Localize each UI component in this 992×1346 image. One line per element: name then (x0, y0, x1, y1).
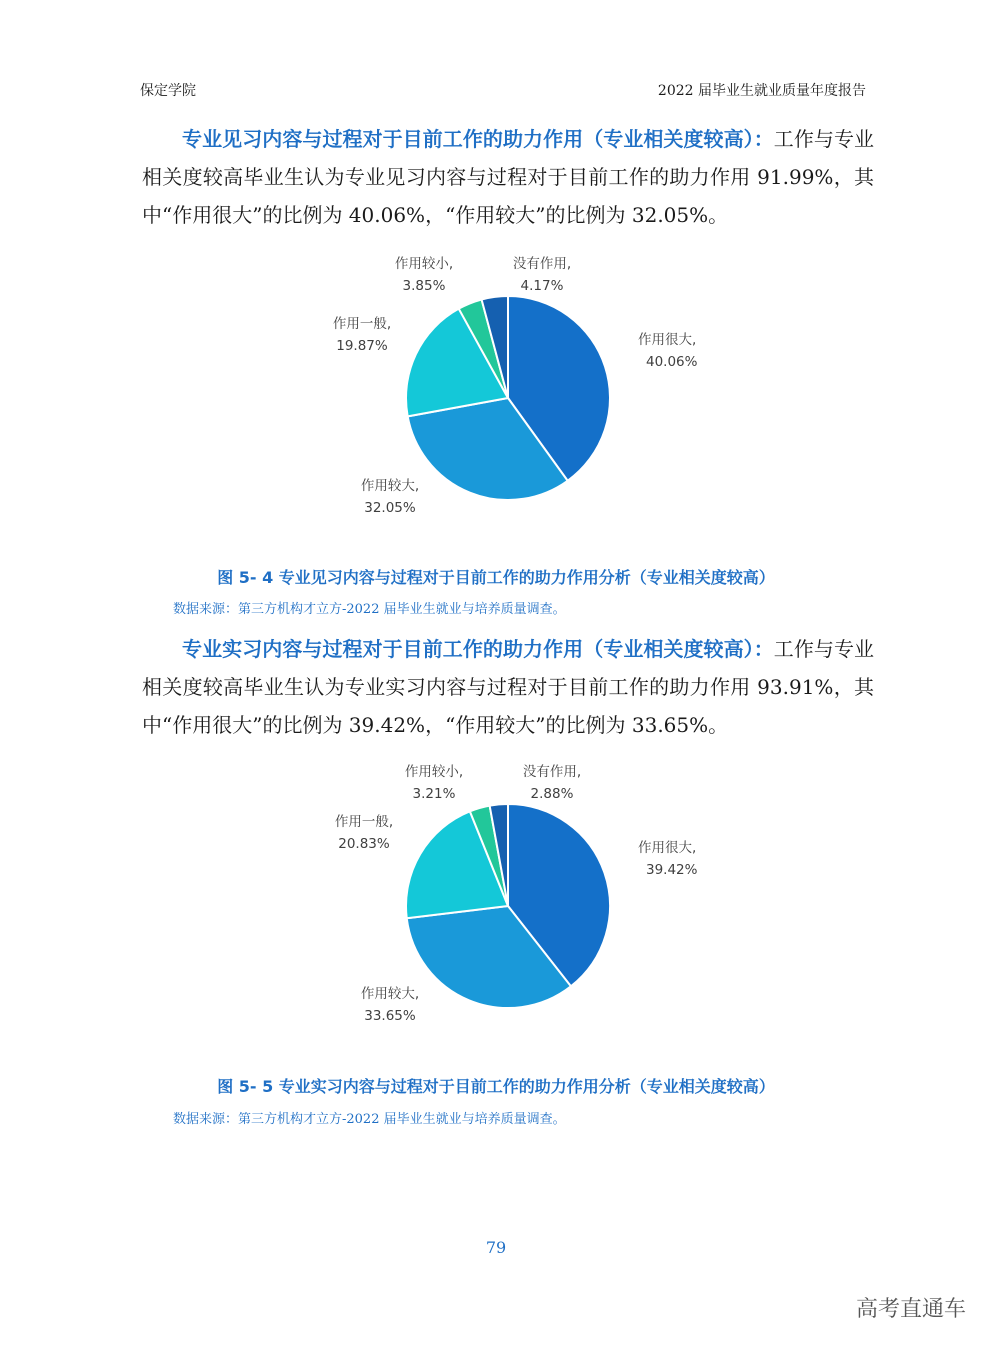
slice-value-small: 3.21% (412, 786, 456, 802)
figure-caption-1: 图 5- 4 专业见习内容与过程对于目前工作的助力作用分析（专业相关度较高） (217, 568, 775, 587)
slice-label-small: 作用较小, (394, 256, 454, 272)
slice-label-average: 作用一般, (332, 316, 392, 332)
data-source-1: 数据来源：第三方机构才立方-2022 届毕业生就业与培养质量调查。 (173, 602, 566, 617)
paragraph-lead: 专业见习内容与过程对于目前工作的助力作用（专业相关度较高）： (182, 127, 774, 151)
slice-label-very-large: 作用很大, (638, 840, 697, 856)
slice-label-none: 没有作用, (512, 256, 572, 272)
paragraph-internship-visit (142, 120, 874, 234)
slice-value-large: 33.65% (364, 1008, 416, 1024)
figure-caption-2: 图 5- 5 专业实习内容与过程对于目前工作的助力作用分析（专业相关度较高） (217, 1077, 775, 1096)
slice-value-none: 4.17% (520, 278, 564, 294)
pie-chart-2 (300, 760, 720, 1050)
header-school-name: 保定学院 (140, 83, 196, 99)
slice-label-large: 作用较大, (360, 986, 420, 1002)
header-report-title: 2022 届毕业生就业质量年度报告 (657, 83, 866, 99)
slice-value-average: 20.83% (338, 836, 390, 852)
paragraph-lead: 专业实习内容与过程对于目前工作的助力作用（专业相关度较高）： (182, 637, 774, 661)
paragraph-body: 工作与专业相关度较高毕业生认为专业见习内容与过程对于目前工作的助力作用 91.99%，其中“作用很大”的比例为 40.06%，“作用较大”的比例为 32.05%。 (142, 127, 875, 227)
watermark: 高考直通车 (855, 1297, 966, 1322)
pie-chart-1 (300, 252, 720, 542)
pie-chart-1-svg (300, 252, 720, 542)
slice-value-average: 19.87% (336, 338, 388, 354)
paragraph-internship-practice (142, 630, 874, 744)
slice-value-very-large: 39.42% (646, 862, 698, 878)
slice-label-very-large: 作用很大, (638, 332, 697, 348)
slice-label-large: 作用较大, (360, 478, 420, 494)
data-source-2: 数据来源：第三方机构才立方-2022 届毕业生就业与培养质量调查。 (173, 1112, 566, 1127)
slice-label-none: 没有作用, (522, 764, 582, 780)
slice-value-very-large: 40.06% (646, 354, 698, 370)
page-number: 79 (485, 1238, 507, 1257)
pie-chart-2-svg (300, 760, 720, 1050)
slice-value-large: 32.05% (364, 500, 416, 516)
slice-label-small: 作用较小, (404, 764, 464, 780)
paragraph-body: 工作与专业相关度较高毕业生认为专业实习内容与过程对于目前工作的助力作用 93.91%，其中“作用很大”的比例为 39.42%，“作用较大”的比例为 33.65%。 (142, 637, 875, 737)
slice-value-none: 2.88% (530, 786, 574, 802)
slice-value-small: 3.85% (402, 278, 446, 294)
slice-label-average: 作用一般, (334, 814, 394, 830)
